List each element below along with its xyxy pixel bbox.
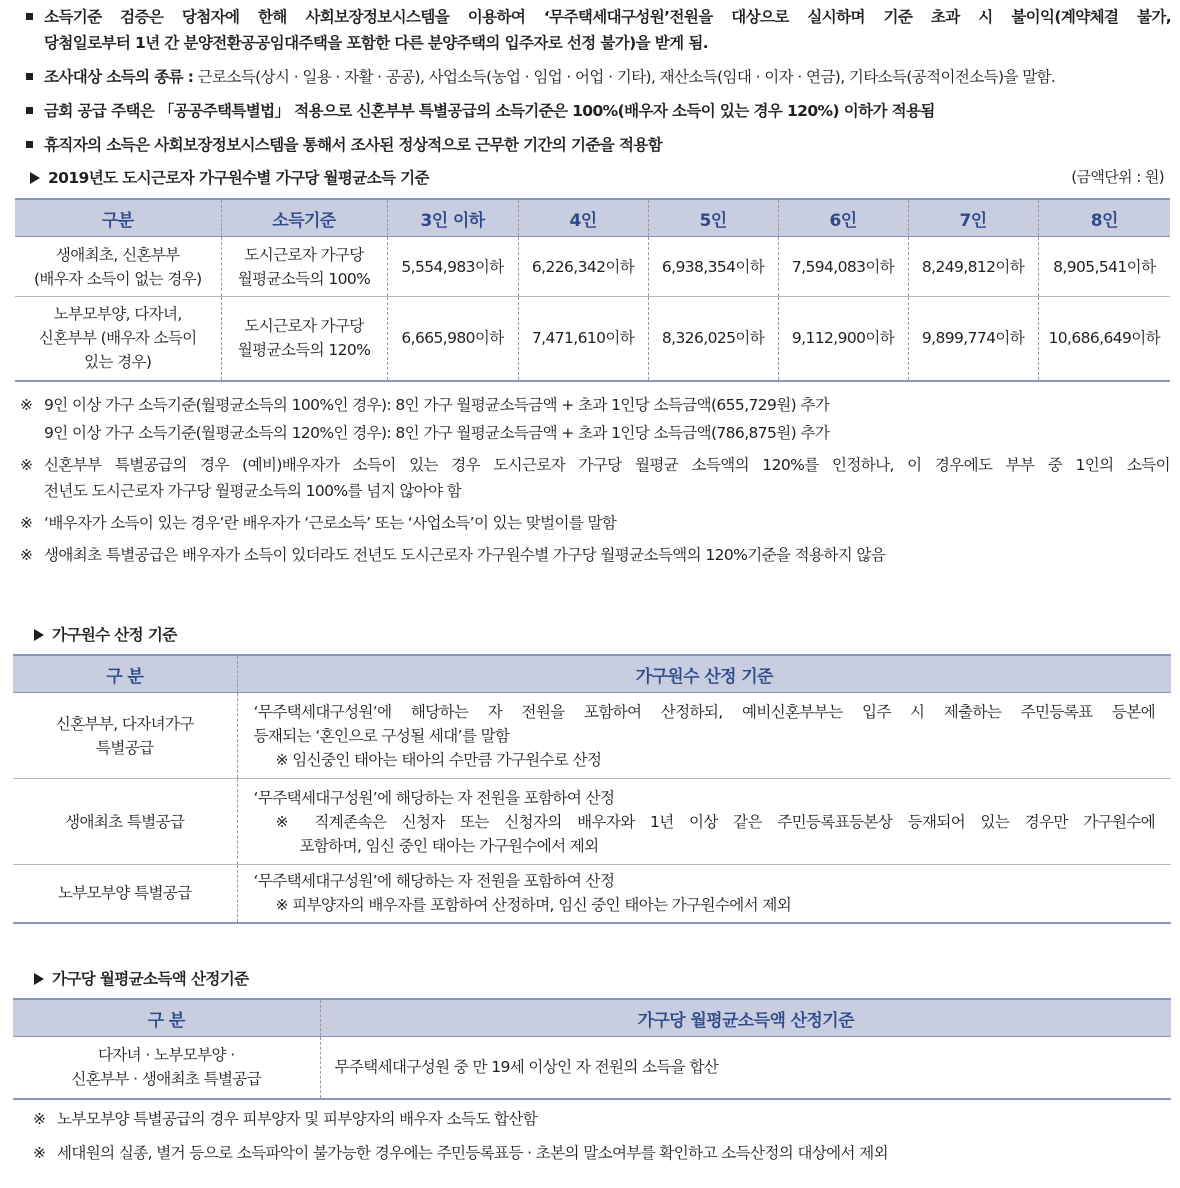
category-cell <box>13 779 237 865</box>
table-row <box>15 237 1170 297</box>
column-header: 3인 이하 <box>387 199 518 237</box>
column-header: 구 분 <box>13 999 320 1037</box>
category-line: 신혼부부, 다자녀가구 <box>55 714 194 733</box>
bullet-text: 소득기준 검증은 당첨자에 한해 사회보장정보시스템을 이용하여 ‘무주택세대구성원’전원을 대상으로 실시하며 기준 초과 시 불이익(계약체결 불가, <box>44 8 1171 26</box>
bullet-list <box>26 4 1171 166</box>
value-cell: 8,326,025이하 <box>648 297 778 381</box>
note-mark: ※ <box>20 396 33 414</box>
category-line: 신혼부부 · 생애최초 특별공급 <box>71 1070 262 1089</box>
notes-list <box>20 392 1170 570</box>
square-bullet-icon <box>26 13 33 20</box>
bullet-item <box>26 4 1171 56</box>
note-text: 9인 이상 가구 소득기준(월평균소득의 120%인 경우): 8인 가구 월평균소득금액 + 초과 1인당 소득금액(786,875원) 추가 <box>44 424 830 442</box>
table-header-row <box>15 199 1170 237</box>
note-item <box>33 1106 1168 1132</box>
income-table <box>15 198 1170 382</box>
table-header-row <box>13 999 1171 1037</box>
household-count-table <box>13 654 1171 924</box>
bullet-text: 휴직자의 소득은 사회보장정보시스템을 통해서 조사된 정상적으로 근무한 기간의 기준을 적용함 <box>44 136 663 154</box>
notes-list <box>33 1106 1168 1168</box>
note-text: 생애최초 특별공급은 배우자가 소득이 있더라도 전년도 도시근로자 가구원수별 가구당 월평균소득액의 120%기준을 적용하지 않음 <box>44 546 886 564</box>
standard-line: 월평균소득의 100% <box>237 269 371 288</box>
note-mark: ※ <box>20 546 33 564</box>
value-cell: 6,665,980이하 <box>387 297 518 381</box>
table-header-row <box>13 655 1171 693</box>
table-row <box>15 297 1170 381</box>
criteria-line: 등재되는 ‘혼인으로 구성될 세대’를 말함 <box>253 726 510 745</box>
column-header: 가구당 월평균소득액 산정기준 <box>320 999 1171 1037</box>
category-cell <box>13 1037 320 1099</box>
square-bullet-icon <box>26 107 33 114</box>
value-cell: 9,112,900이하 <box>778 297 908 381</box>
bullet-item <box>26 132 1171 158</box>
note-item <box>20 420 1170 446</box>
note-item <box>20 542 1170 568</box>
note-text-cont: 전년도 도시근로자 가구당 월평균소득의 100%를 넘지 않아야 함 <box>44 482 462 500</box>
note-item <box>20 510 1170 536</box>
unit-label: (금액단위 : 원) <box>1071 168 1164 186</box>
criteria-cell: 무주택세대구성원 중 만 19세 이상인 자 전원의 소득을 합산 <box>320 1037 1171 1099</box>
column-header: 구분 <box>15 199 221 237</box>
note-text: 세대원의 실종, 별거 등으로 소득파악이 불가능한 경우에는 주민등록표등 · 초본의 말소여부를 확인하고 소득산정의 대상에서 제외 <box>57 1144 889 1162</box>
category-line: 있는 경우) <box>84 353 152 372</box>
income-calc-table <box>13 998 1171 1100</box>
criteria-note: ※ 임신중인 태아는 태아의 수만큼 가구원수로 산정 <box>275 750 602 769</box>
category-line: (배우자 소득이 없는 경우) <box>33 269 202 288</box>
value-cell: 10,686,649이하 <box>1038 297 1170 381</box>
criteria-note-cont: 포함하며, 임신 중인 태아는 가구원수에서 제외 <box>299 836 599 855</box>
table-row <box>13 693 1171 779</box>
note-mark: ※ <box>20 456 33 474</box>
bullet-text-cont: 당첨일로부터 1년 간 분양전환공공임대주택을 포함한 다른 분양주택의 입주자로 선정 불가)을 받게 됨. <box>44 34 709 52</box>
section-title-text: 2019년도 도시근로자 가구원수별 가구당 월평균소득 기준 <box>48 169 429 187</box>
column-header: 7인 <box>908 199 1038 237</box>
value-cell: 7,594,083이하 <box>778 237 908 297</box>
bullet-text: 근로소득(상시 · 일용 · 자활 · 공공), 사업소득(농업 · 임업 · 어업 · 기타), 재산소득(임대 · 이자 · 연금), 기타소득(공적이전소득)을 말함. <box>193 68 1056 86</box>
table-row <box>13 1037 1171 1099</box>
column-header: 6인 <box>778 199 908 237</box>
column-header: 소득기준 <box>221 199 387 237</box>
column-header: 5인 <box>648 199 778 237</box>
note-mark: ※ <box>20 514 33 532</box>
value-cell: 9,899,774이하 <box>908 297 1038 381</box>
column-header: 8인 <box>1038 199 1170 237</box>
note-mark: ※ <box>33 1144 46 1162</box>
category-line: 노부모부양, 다자녀, <box>53 305 182 324</box>
triangle-right-icon <box>34 973 44 985</box>
note-mark: ※ <box>33 1110 46 1128</box>
section-title-text: 가구당 월평균소득액 산정기준 <box>52 970 249 988</box>
category-line: 노부모부양 특별공급 <box>57 884 192 903</box>
category-line: 생애최초, 신혼부부 <box>55 245 180 264</box>
standard-cell <box>221 297 387 381</box>
standard-line: 월평균소득의 120% <box>237 341 371 360</box>
note-item <box>20 392 1170 418</box>
value-cell: 6,226,342이하 <box>518 237 648 297</box>
square-bullet-icon <box>26 141 33 148</box>
note-item <box>20 452 1170 504</box>
criteria-note: ※ 피부양자의 배우자를 포함하여 산정하며, 임신 중인 태아는 가구원수에서 제외 <box>275 896 792 915</box>
criteria-note: ※ 직계존속은 신청자 또는 신청자의 배우자와 1년 이상 같은 주민등록표등본상 등재되어 있는 경우만 가구원수에 <box>275 812 1155 831</box>
category-cell <box>13 865 237 923</box>
value-cell: 6,938,354이하 <box>648 237 778 297</box>
table-row <box>13 779 1171 865</box>
criteria-cell <box>237 693 1171 779</box>
note-text: 노부모부양 특별공급의 경우 피부양자 및 피부양자의 배우자 소득도 합산함 <box>57 1110 538 1128</box>
column-header: 구 분 <box>13 655 237 693</box>
section-title <box>30 166 429 188</box>
category-line: 신혼부부 (배우자 소득이 <box>38 329 197 348</box>
value-cell: 8,905,541이하 <box>1038 237 1170 297</box>
note-text: 신혼부부 특별공급의 경우 (예비)배우자가 소득이 있는 경우 도시근로자 가구당 월평균 소득액의 120%를 인정하나, 이 경우에도 부부 중 1인의 소득이 <box>44 456 1170 474</box>
criteria-cell <box>237 865 1171 923</box>
triangle-right-icon <box>34 629 44 641</box>
standard-line: 도시근로자 가구당 <box>244 317 364 336</box>
standard-cell <box>221 237 387 297</box>
column-header: 4인 <box>518 199 648 237</box>
category-cell <box>15 297 221 381</box>
category-line: 특별공급 <box>96 738 154 757</box>
bullet-text: 금회 공급 주택은 「공공주택특별법」 적용으로 신혼부부 특별공급의 소득기준은 100%(배우자 소득이 있는 경우 120%) 이하가 적용됨 <box>44 102 935 120</box>
criteria-line: ‘무주택세대구성원’에 해당하는 자 전원을 포함하여 산정 <box>253 872 615 891</box>
category-line: 생애최초 특별공급 <box>65 812 185 831</box>
value-cell: 8,249,812이하 <box>908 237 1038 297</box>
note-text: ‘배우자가 소득이 있는 경우’란 배우자가 ‘근로소득’ 또는 ‘사업소득’이 있는 맞벌이를 말함 <box>44 514 617 532</box>
category-cell <box>13 693 237 779</box>
value-cell: 5,554,983이하 <box>387 237 518 297</box>
bullet-label: 조사대상 소득의 종류 : <box>44 68 194 86</box>
square-bullet-icon <box>26 73 33 80</box>
bullet-item <box>26 98 1171 124</box>
note-item <box>33 1140 1168 1166</box>
section-title <box>34 967 248 989</box>
category-cell <box>15 237 221 297</box>
section-title <box>34 623 177 645</box>
column-header: 가구원수 산정 기준 <box>237 655 1171 693</box>
criteria-line: ‘무주택세대구성원’에 해당하는 자 전원을 포함하여 산정 <box>253 788 615 807</box>
value-cell: 7,471,610이하 <box>518 297 648 381</box>
criteria-cell <box>237 779 1171 865</box>
criteria-line: ‘무주택세대구성원’에 해당하는 자 전원을 포함하여 산정하되, 예비신혼부부는 입주 시 제출하는 주민등록표 등본에 <box>253 702 1155 721</box>
category-line: 다자녀 · 노부모부양 · <box>97 1046 235 1065</box>
note-text: 9인 이상 가구 소득기준(월평균소득의 100%인 경우): 8인 가구 월평균소득금액 + 초과 1인당 소득금액(655,729원) 추가 <box>44 396 830 414</box>
triangle-right-icon <box>30 172 40 184</box>
section-title-text: 가구원수 산정 기준 <box>52 626 177 644</box>
standard-line: 도시근로자 가구당 <box>244 245 364 264</box>
bullet-item <box>26 64 1171 90</box>
table-row <box>13 865 1171 923</box>
